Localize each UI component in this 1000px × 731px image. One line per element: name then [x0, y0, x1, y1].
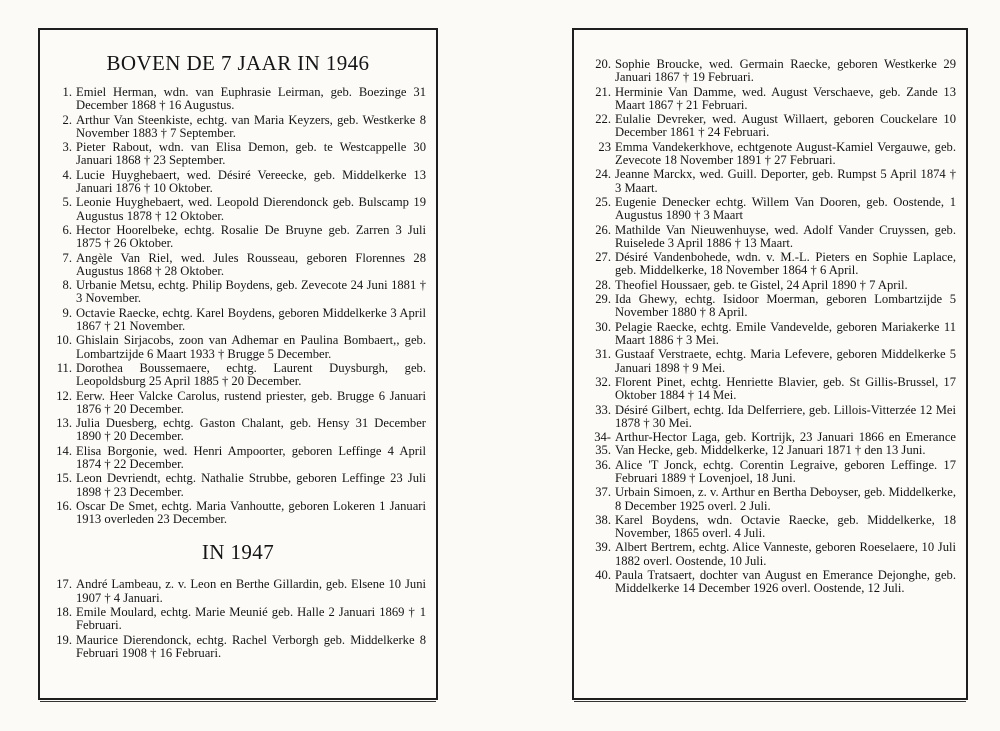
entry-number: 14. [56, 443, 72, 458]
entry-text: Eerw. Heer Valcke Carolus, rustend priester, geb. Brugge 6 Januari 1876 † 20 December. [76, 388, 426, 416]
entry-text: Ghislain Sirjacobs, zoon van Adhemar en Paulina Bombaert,, geb. Lombartzijde 6 Maart 1933 † Brugge 5 December. [76, 333, 426, 361]
list-item [50, 334, 426, 360]
entry-text: Herminie Van Damme, wed. August Verschaeve, geb. Zande 13 Maart 1867 † 21 Februari. [615, 84, 956, 112]
list-item [50, 417, 426, 443]
entry-text: Emma Vandekerkhove, echtgenote August-Kamiel Vergauwe, geb. Zevecote 18 November 1891 † 27 Februari. [615, 139, 956, 167]
list-item [50, 86, 426, 112]
entry-number: 27. [595, 250, 611, 265]
entry-number: 40. [595, 568, 611, 583]
entry-text: Lucie Huyghebaert, wed. Désiré Vereecke, geb. Middelkerke 13 Januari 1876 † 10 Oktober. [76, 167, 426, 195]
left-page-content [50, 50, 426, 661]
list-item [584, 486, 956, 512]
entry-text: Eulalie Devreker, wed. August Willaert, geboren Couckelare 10 December 1861 † 24 Februari. [615, 112, 956, 140]
list-item [584, 431, 956, 457]
list-item [584, 251, 956, 277]
entry-number: 1. [62, 85, 72, 99]
entry-text: Albert Bertrem, echtg. Alice Vanneste, geboren Roeselaere, 10 Juli 1882 overl. Oostende, 10 Juli. [615, 540, 956, 568]
entry-text: Theofiel Houssaer, geb. te Gistel, 24 April 1890 † 7 April. [615, 277, 908, 292]
list-item [50, 141, 426, 167]
list-item [50, 634, 426, 660]
entry-number: 36. [595, 457, 611, 472]
entry-text: Eugenie Denecker echtg. Willem Van Dooren, geb. Oostende, 1 Augustus 1890 † 3 Maart [615, 194, 956, 223]
list-item [50, 362, 426, 388]
entry-number: 4. [62, 167, 72, 182]
entry-text: Arthur Van Steenkiste, echtg. van Maria Keyzers, geb. Westkerke 8 November 1883 † 7 September. [76, 112, 426, 140]
entry-number: 19. [56, 632, 72, 647]
entry-text: Julia Duesberg, echtg. Gaston Chalant, geb. Hensy 31 December 1890 † 20 December. [76, 416, 426, 444]
entry-text: Mathilde Van Nieuwenhuyse, wed. Adolf Vander Cruyssen, geb. Ruiselede 3 April 1886 † 13 Maart. [615, 222, 956, 250]
entry-number: 7. [62, 250, 72, 265]
entry-number: 33. [595, 402, 611, 417]
entry-number: 20. [595, 57, 611, 71]
entry-number: 30. [595, 319, 611, 334]
entry-text: Octavie Raecke, echtg. Karel Boydens, geboren Middelkerke 3 April 1867 † 21 November. [76, 305, 426, 333]
entry-number: 5. [62, 195, 72, 210]
entry-number: 24. [595, 167, 611, 182]
entry-text: Urbain Simoen, z. v. Arthur en Bertha Deboyser, geb. Middelkerke, 8 December 1925 overl. 2 Juli. [615, 485, 956, 513]
entry-text: André Lambeau, z. v. Leon en Berthe Gillardin, geb. Elsene 10 Juni 1907 † 4 Januari. [76, 577, 426, 605]
list-item [584, 113, 956, 139]
list-item [584, 293, 956, 319]
list-item [584, 141, 956, 167]
entry-number: 39. [595, 540, 611, 555]
list-item [50, 500, 426, 526]
entry-number: 3. [62, 140, 72, 155]
entry-number: 15. [56, 471, 72, 486]
entry-text: Pelagie Raecke, echtg. Emile Vandevelde, geboren Mariakerke 11 Maart 1886 † 3 Mei. [615, 319, 956, 347]
list-item [50, 606, 426, 632]
list-item [584, 376, 956, 402]
list-item [50, 390, 426, 416]
entry-text: Paula Tratsaert, dochter van August en Emerance Dejonghe, geb. Middelkerke 14 December 1926 overl. Oostende, 12 Juli. [615, 568, 956, 596]
list-item [584, 569, 956, 595]
list-item [584, 541, 956, 567]
entry-text: Dorothea Boussemaere, echtg. Laurent Duysburgh, geb. Leopoldsburg 25 April 1885 † 20 December. [76, 360, 426, 389]
entry-number: 11. [56, 360, 72, 375]
heading-1946: BOVEN DE 7 JAAR IN 1946 [106, 51, 370, 75]
entry-number: 17. [56, 577, 72, 592]
entry-text: Arthur-Hector Laga, geb. Kortrijk, 23 Januari 1866 en Emerance Van Hecke, geb. Middelkerke, 12 Januari 1871 † den 13 Juni. [615, 430, 956, 458]
list-item [584, 348, 956, 374]
entry-number: 34-35. [594, 430, 611, 458]
entry-number: 29. [595, 292, 611, 307]
list-item [50, 252, 426, 278]
entry-number: 6. [62, 222, 72, 237]
entries-1946-list [50, 86, 426, 526]
list-item [50, 279, 426, 305]
entry-number: 18. [56, 604, 72, 619]
list-item [50, 445, 426, 471]
entry-number: 22. [595, 112, 611, 127]
list-item [50, 224, 426, 250]
list-item [584, 196, 956, 222]
left-page [38, 28, 438, 700]
entry-text: Hector Hoorelbeke, echtg. Rosalie De Bruyne geb. Zarren 3 Juli 1875 † 26 Oktober. [76, 222, 426, 251]
list-item [584, 404, 956, 430]
list-item [584, 279, 956, 292]
entries-1947-list [50, 578, 426, 660]
entry-number: 8. [62, 278, 72, 293]
list-item [584, 58, 956, 84]
entry-number: 38. [595, 512, 611, 527]
entry-text: Désiré Vandenbohede, wdn. v. M.-L. Pieters en Sophie Laplace, geb. Middelkerke, 18 November 1864 † 6 April. [615, 250, 956, 278]
entry-text: Ida Ghewy, echtg. Isidoor Moerman, geboren Lombartzijde 5 November 1880 † 8 April. [615, 292, 956, 320]
entry-number: 23 [598, 139, 611, 154]
list-item [50, 578, 426, 604]
entry-text: Leon Devriendt, echtg. Nathalie Strubbe, geboren Leffinge 23 Juli 1898 † 23 December. [76, 471, 426, 499]
entry-text: Jeanne Marckx, wed. Guill. Deporter, geb. Rumpst 5 April 1874 † 3 Maart. [615, 167, 956, 195]
list-item [584, 168, 956, 194]
entry-text: Angèle Van Riel, wed. Jules Rousseau, geboren Florennes 28 Augustus 1868 † 28 Oktober. [76, 250, 426, 278]
heading-1947: IN 1947 [201, 540, 275, 565]
entry-number: 28. [595, 277, 611, 292]
entries-right-list [584, 58, 956, 595]
entry-number: 31. [595, 347, 611, 362]
list-item [584, 321, 956, 347]
entry-text: Gustaaf Verstraete, echtg. Maria Lefevere, geboren Middelkerke 5 Januari 1898 † 9 Mei. [615, 347, 956, 375]
entry-text: Emile Moulard, echtg. Marie Meunié geb. Halle 2 Januari 1869 † 1 Februari. [76, 604, 426, 633]
entry-text: Maurice Dierendonck, echtg. Rachel Verborgh geb. Middelkerke 8 Februari 1908 † 16 Februari. [76, 632, 426, 660]
entry-number: 37. [595, 485, 611, 500]
entry-number: 25. [595, 194, 611, 209]
entry-text: Emiel Herman, wdn. van Euphrasie Leirman, geb. Boezinge 31 December 1868 † 16 Augustus. [76, 85, 426, 113]
entry-number: 32. [595, 374, 611, 389]
list-item [584, 459, 956, 485]
entry-text: Karel Boydens, wdn. Octavie Raecke, geb. Middelkerke, 18 November, 1865 overl. 4 Juli. [615, 512, 956, 541]
list-item [584, 86, 956, 112]
entry-text: Sophie Broucke, wed. Germain Raecke, geboren Westkerke 29 Januari 1867 † 19 Februari. [615, 57, 956, 85]
list-item [50, 114, 426, 140]
list-item [584, 224, 956, 250]
entry-number: 16. [56, 498, 72, 513]
entry-text: Alice 'T Jonck, echtg. Corentin Legraive, geboren Leffinge. 17 Februari 1889 † Lovenjoel, 18 Juni. [615, 457, 956, 485]
entry-number: 12. [56, 388, 72, 403]
list-item [50, 196, 426, 222]
list-item [584, 514, 956, 540]
entry-number: 26. [595, 222, 611, 237]
list-item [50, 307, 426, 333]
right-page [572, 28, 968, 700]
entry-number: 2. [62, 112, 72, 127]
list-item [50, 169, 426, 195]
list-item [50, 472, 426, 498]
entry-number: 10. [56, 333, 72, 348]
entry-text: Pieter Rabout, wdn. van Elisa Demon, geb. te Westcappelle 30 Januari 1868 † 23 September. [76, 140, 426, 168]
entry-number: 9. [62, 305, 72, 320]
entry-text: Oscar De Smet, echtg. Maria Vanhoutte, geboren Lokeren 1 Januari 1913 overleden 23 December. [76, 498, 426, 527]
entry-number: 13. [56, 416, 72, 431]
entry-text: Désiré Gilbert, echtg. Ida Delferriere, geb. Lillois-Vitterzée 12 Mei 1878 † 30 Mei. [615, 402, 956, 430]
entry-text: Leonie Huyghebaert, wed. Leopold Dierendonck geb. Bulscamp 19 Augustus 1878 † 12 Oktober. [76, 195, 426, 223]
entry-text: Florent Pinet, echtg. Henriette Blavier, geb. St Gillis-Brussel, 17 Oktober 1884 † 14 Mei. [615, 374, 956, 403]
right-page-content [584, 58, 956, 597]
entry-text: Urbanie Metsu, echtg. Philip Boydens, geb. Zevecote 24 Juni 1881 † 3 November. [76, 278, 426, 306]
entry-text: Elisa Borgonie, wed. Henri Ampoorter, geboren Leffinge 4 April 1874 † 22 December. [76, 443, 426, 471]
entry-number: 21. [595, 84, 611, 99]
